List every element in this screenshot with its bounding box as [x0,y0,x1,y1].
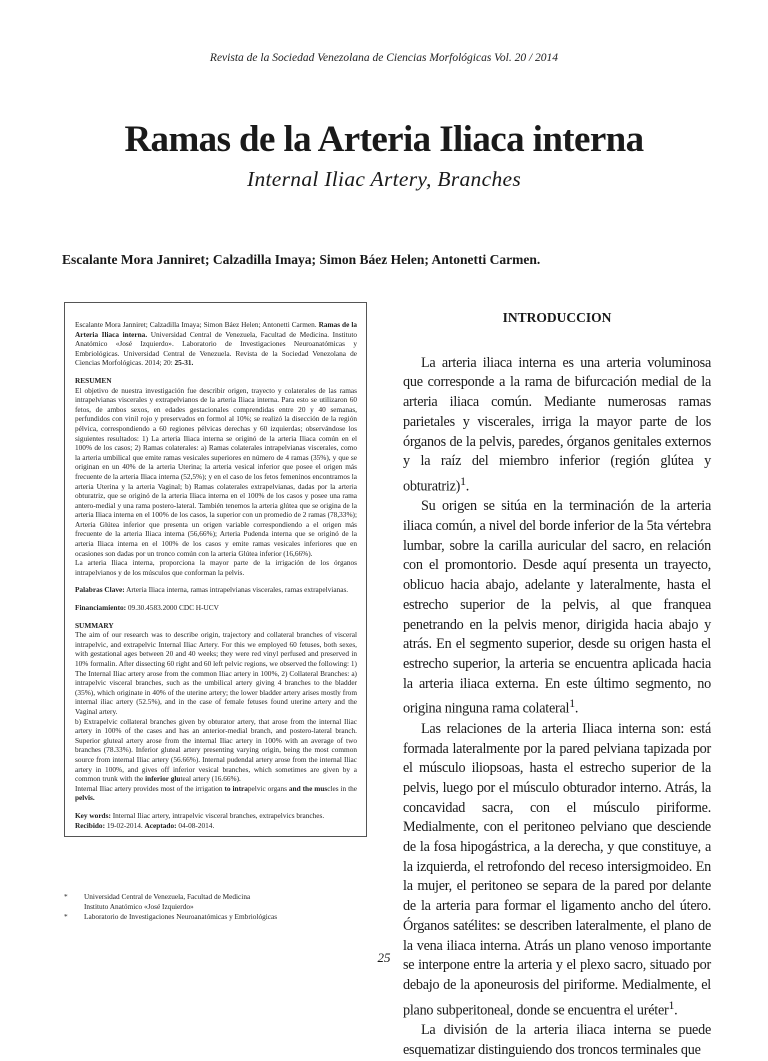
citation-ref: 1 [668,997,675,1012]
authors-line: Escalante Mora Janniret; Calzadilla Imaya; Simon Báez Helen; Antonetti Carmen. [62,252,541,267]
introduction-heading: INTRODUCCION [502,310,612,325]
resumen-heading: RESUMEN [75,375,112,385]
keywords-en: Key words: Internal Iliac artery, intrapelvic visceral branches, extrapelvics branches. [75,810,325,820]
funding: Financiamiento: 09.30.4583.2000 CDC H-UCV [75,603,219,613]
intro-paragraph: La división de la arteria iliaca interna se puede esquematizar distinguiendo dos troncos terminales que [403,1022,711,1058]
page-number: 25 [377,950,391,965]
dates: Recibido: 19-02-2014. Aceptado: 04-08-2014. [75,820,215,830]
introduction-column [403,308,711,1061]
summary-paragraph: Internal Iliac artery provides most of the irrigation to intrapelvic organs and the muscles in the pelvis. [75,783,357,803]
resumen-paragraph: La arteria Iliaca interna, proporciona la mayor parte de la irrigación de los órganos intrapelvianos y de los músculos que conforman la pelvis. [75,558,357,577]
footnote: * Laboratorio de Investigaciones Neuroanatómicas y Embriológicas [64,912,278,921]
citation-ref: 1 [460,473,466,488]
footnote: * Universidad Central de Venezuela, Facultad de Medicina [64,892,251,901]
summary-paragraph: The aim of our research was to describe origin, trajectory and collateral branches of visceral intrapelvic, and extrapelvic Internal Iliac Artery. For this we employed 60 fetuses, both sexes, with gestational ages between 20 and 40 weeks; they were red vinyl perfused and preserved in 10% formalin. After dissecting 60 right and 60 left pelvic regions, we observed the following: 1) The Internal Iliac artery arose from the common Iliac artery in 100%, 2) Collateral Branches: a) intrapelvic visceral branches, such as the umbilical artery giving 4 branches to the bladder (35%), which originate in 40% of the uterine artery; the lower bladder artery arises mostly from internal iliac artery (52.5%), and in the case of female fetuses found uterine artery and the Vaginal artery. [75,630,357,716]
citation: Escalante Mora Janniret; Calzadilla Imaya; Simon Báez Helen; Antonetti Carmen. Ramas de la Arteria Iliaca interna. Universidad Central de Venezuela, Facultad de Medicina. Instituto Anatómico «José Izquierdo». Laboratorio de Investigaciones Neuroanatómicas y Embriológicas. Universidad Central de Venezuela. Revista de la Sociedad Venezolana de Ciencias Morfológicas. 2014; 20: 25-31. [75,320,358,368]
article-title: Ramas de la Arteria Iliaca interna [124,119,644,160]
intro-paragraph: Las relaciones de la arteria Iliaca interna son: está formada lateralmente por la pared pelviana tapizada por el músculo iliopsoas, hasta el estrecho superior de la pelvis, luego por el músculo obturador interno. Atrás, la concavidad sacra, con el músculo piriforme. Medialmente, con el peritoneo pelviano que desciende de la fosa hipogástrica, a la derecha, y que constituye, a la izquierda, el retrofondo del receso intersigmoideo. En la mujer, el peritoneo se separa de la pared por delante de la arteria para formar el ligamento ancho del útero. Órganos satélites: se describen lateralmente, el plano de la vena iliaca interna. Atrás un plano venoso importante se interpone entre la arteria y el plexo sacro, situado por debajo de la aponeurosis del piriforme. Medialmente, el plano subperitoneal, donde se encuentra el uréter$^1$. [403,720,711,1019]
journal-header: Revista de la Sociedad Venezolana de Ciencias Morfológicas Vol. 20 / 2014 [209,52,559,64]
intro-paragraph: Su origen se sitúa en la terminación de la arteria iliaca común, a nivel del borde inferior de la 5ta vértebra lumbar, sobre la carilla auricular del sacro, en relación con el promontorio. Desde aquí presenta un trayecto, oblicuo hacia abajo, adelante y lateralmente, hasta el estrecho superior de la pelvis, al que franquea penetrando en la pelvis menor, dirigida hacia abajo y atrás. En el segmento superior, desde su origen hasta el estrecho superior, la arteria se encuentra aplicada hacia la arteria iliaca externa. En este último segmento, no origina ninguna rama colateral$^1$. [403,498,711,718]
article-subtitle: Internal Iliac Artery, Branches [246,167,522,191]
intro-paragraph: La arteria iliaca interna es una arteria voluminosa que corresponde a la rama de bifurcación medial de la arteria iliaca común. Mediante numerosas ramas parietales y viscerales, irriga la mayor parte de los órganos de la pelvis, paredes, órganos genitales externos y la raíz del miembro inferior (región glútea y obturatriz)$^1$. [403,354,711,495]
footnotes [64,892,374,922]
citation-pages: 25-31. [174,358,194,368]
summary-heading: SUMMARY [75,620,114,630]
abstract-box [64,302,367,837]
keywords-es: Palabras Clave: Arteria Iliaca interna, ramas intrapelvianas viscerales, ramas extrapelvianas. [75,585,349,595]
footnote: Instituto Anatómico «José Izquierdo» [84,902,194,911]
citation-title: Ramas de la Arteria Iliaca interna. [75,320,357,339]
citation-ref: 1 [569,696,575,711]
summary-paragraph: b) Extrapelvic collateral branches given by obturator artery, that arose from the internal Iliac artery in 100% of the cases and has an anterior-medial branch, and postero-lateral branch. Superior gluteal artery arose from the internal Iliac artery in 100% with an average of two branches (78.33%). Inferior gluteal artery presenting varying origin, being the most common source from internal Iliac artery (56.66%). Internal pudendal artery arose from the internal Iliac artery in 100%, and gives off inferior vesical branches, which sometimes are given by a common trunk with the inferior gluteal artery (16.66%). [75,716,357,784]
resumen-paragraph: El objetivo de nuestra investigación fue describir origen, trayecto y colaterales de las ramas intrapelvianas viscerales y extrapelvianos de la arteria Iliaca interna. Para esto se utilizaron 60 fetos, de ambos sexos, en edades gestacionales comprendidas entre 20 y 40 semanas, perfundidos con vinil rojo y preservados en formol al 10%; se realizó la disección de la región pélvica, correspondiendo a 60 regiones pélvicas derechas y 60 izquierdas; observándose los siguientes resultados: 1) La arteria Iliaca interna se originó de la arteria Iliaca común en el 100% de los casos; 2) Ramas colaterales: a) Ramas colaterales intrapelvianas viscerales, como la arteria umbilical que emite ramas vesicales superiores en número de 4 ramas (35%), y que se originan en un 40% de la arteria Uterina; la arteria vesical inferior que posee el origen más frecuente de la arteria Iliaca interna (52,5%); y en el caso de los fetos femeninos encontramos la arteria Uterina y la arteria Vaginal; b) Ramas colaterales extrapelvianas, dadas por la arteria obturatriz, que se originó de la arteria Iliaca interna en el 100% de los casos y posee una rama antero-medial y una rama postero-lateral. También tenemos la arteria glútea que se origina de la arteria Iliaca interna en el 100% de los casos, la superior con un promedio de 2 ramas (78,33%); Arteria Glútea inferior que presenta un origen variable correspondiendo a el origen más frecuente de la arteria Iliaca interna (56,66%); Arteria Pudenda interna que se originó de la arteria Iliaca interna en el 100% de los casos y emite ramas vesicales inferiores que en ocasiones son dadas por un tronco común con la arteria Glútea inferior (16,66%). [75,385,357,558]
